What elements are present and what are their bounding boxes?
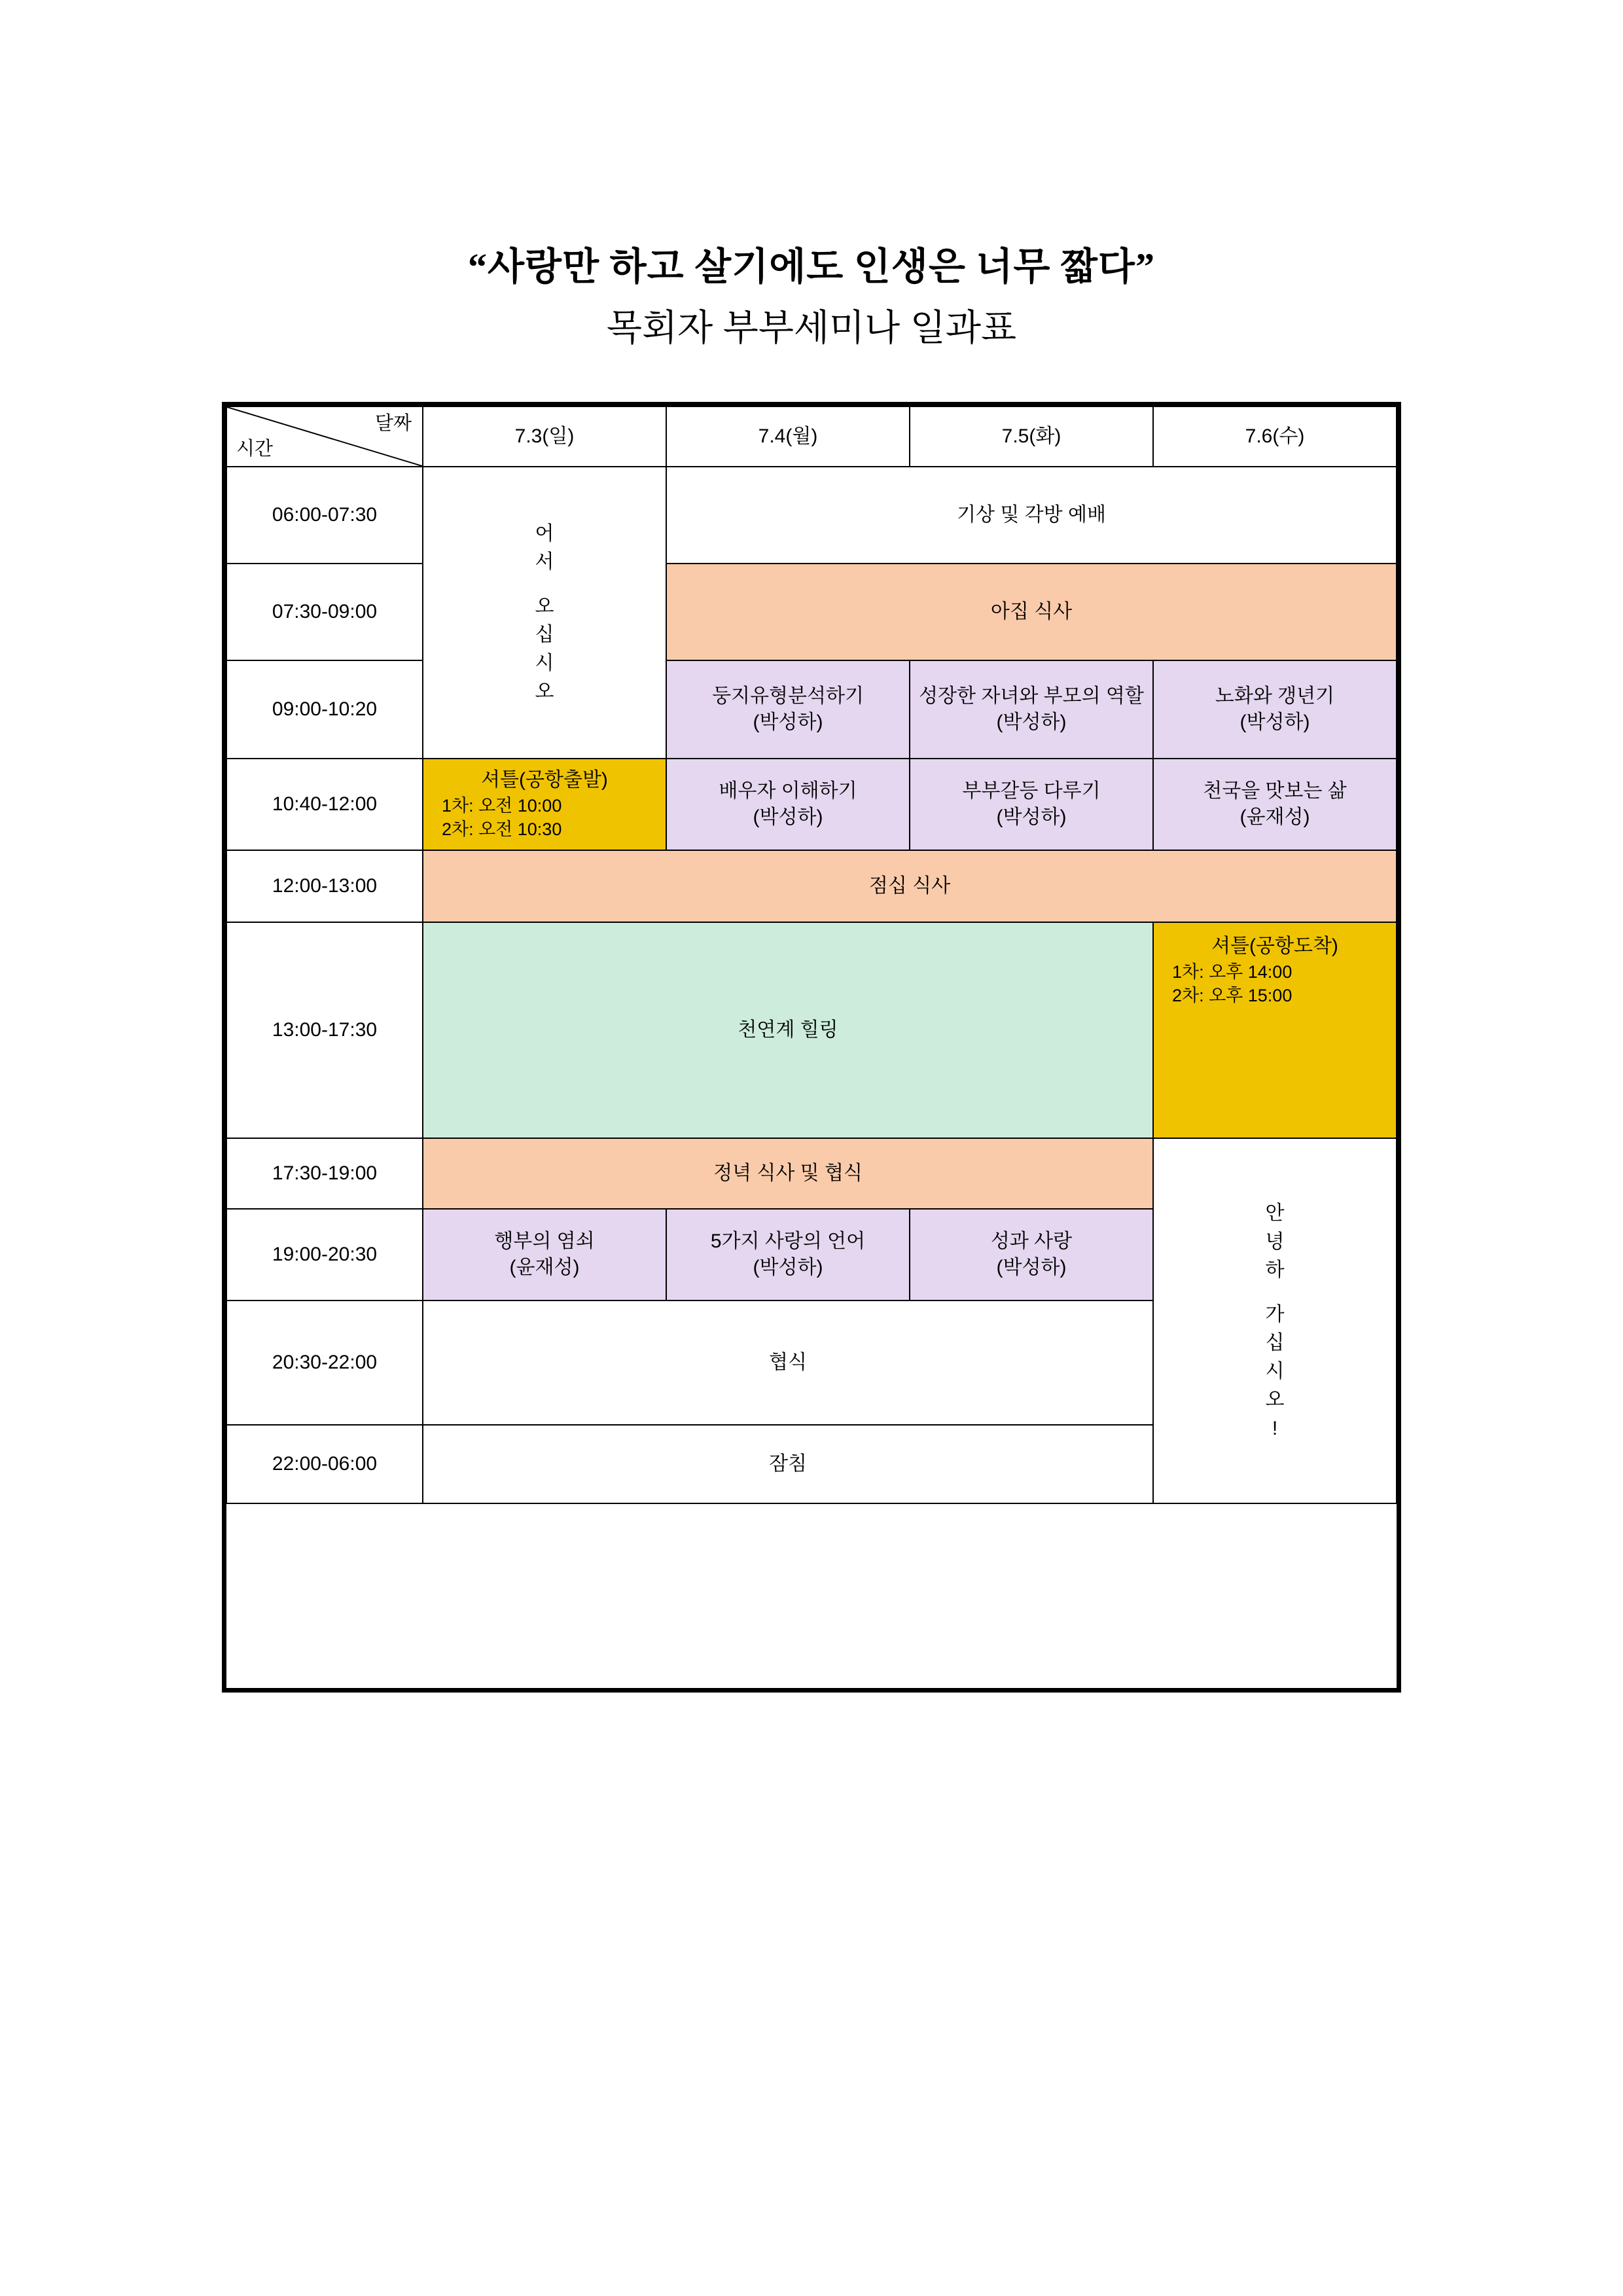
farewell-char-4: 십 — [1265, 1332, 1285, 1354]
corner-header-cell — [226, 406, 423, 467]
cell-session-sun-eve — [423, 1209, 666, 1300]
cell-morning-worship: 기상 및 각방 예배 — [666, 467, 1397, 564]
farewell-vertical-text — [1158, 1199, 1392, 1443]
row-1040-1200 — [226, 759, 1397, 850]
welcome-char-1: 서 — [535, 551, 554, 573]
shuttle-departure-title: 셔틀(공항출발) — [481, 769, 608, 791]
session-title-wed-late: 천국을 맛보는 삶 — [1203, 780, 1347, 802]
table-header-row — [226, 406, 1397, 467]
farewell-char-5: 시 — [1265, 1360, 1285, 1382]
cell-session-tue-late — [910, 759, 1153, 850]
cell-session-tue-am — [910, 660, 1153, 759]
session-speaker-tue-eve: (박성하) — [996, 1257, 1067, 1278]
welcome-gap — [427, 577, 662, 592]
corner-label-time: 시간 — [236, 438, 274, 459]
schedule-table — [226, 406, 1397, 1504]
day-header-wednesday: 7.6(수) — [1153, 406, 1397, 467]
session-title-mon-late: 배우자 이해하기 — [719, 780, 857, 802]
welcome-char-3: 십 — [535, 624, 554, 645]
session-speaker-wed-late: (윤재성) — [1240, 806, 1310, 828]
page-subtitle: 목회자 부부세미나 일과표 — [606, 307, 1017, 349]
farewell-char-3: 가 — [1265, 1303, 1285, 1325]
cell-farewell — [1153, 1138, 1397, 1503]
row-0900-1020 — [226, 660, 1397, 759]
time-label-0900-1020: 09:00-10:20 — [226, 660, 423, 759]
cell-sleep: 잠침 — [423, 1425, 1153, 1503]
cell-session-wed-late — [1153, 759, 1397, 850]
row-1730-1900 — [226, 1138, 1397, 1209]
session-speaker-tue-am: (박성하) — [996, 711, 1067, 733]
page-title-quote: “사랑만 하고 살기에도 인생은 너무 짧다” — [468, 245, 1155, 288]
shuttle-arrival-title: 셔틀(공항도착) — [1211, 935, 1338, 957]
time-label-1040-1200: 10:40-12:00 — [226, 759, 423, 850]
session-title-tue-late: 부부갈등 다루기 — [962, 780, 1101, 802]
farewell-char-2: 하 — [1265, 1259, 1285, 1281]
time-label-2200-0600: 22:00-06:00 — [226, 1425, 423, 1503]
session-title-sun-eve: 행부의 염쇠 — [494, 1230, 595, 1252]
session-speaker-wed-am: (박성하) — [1240, 711, 1310, 733]
cell-session-mon-late — [666, 759, 910, 850]
time-label-0600-0730: 06:00-07:30 — [226, 467, 423, 564]
time-label-1300-1730: 13:00-17:30 — [226, 922, 423, 1138]
welcome-char-0: 어 — [535, 522, 554, 545]
day-header-tuesday: 7.5(화) — [910, 406, 1153, 467]
cell-shuttle-departure — [423, 759, 666, 850]
cell-breakfast: 아집 식사 — [666, 564, 1397, 660]
row-1200-1300 — [226, 850, 1397, 922]
time-label-1200-1300: 12:00-13:00 — [226, 850, 423, 922]
session-speaker-mon-am: (박성하) — [753, 711, 823, 733]
shuttle-departure-line-1: 1차: 오전 10:00 — [442, 795, 562, 816]
cell-sunday-welcome — [423, 467, 666, 759]
row-1300-1730 — [226, 922, 1397, 1138]
farewell-char-1: 녕 — [1265, 1230, 1285, 1253]
row-0730-0900 — [226, 564, 1397, 660]
row-0600-0730 — [226, 467, 1397, 564]
corner-label-day: 달짜 — [374, 413, 412, 434]
cell-session-tue-eve — [910, 1209, 1153, 1300]
time-label-1900-2030: 19:00-20:30 — [226, 1209, 423, 1300]
cell-shuttle-arrival — [1153, 922, 1397, 1138]
session-title-tue-am: 성장한 자녀와 부모의 역할 — [919, 685, 1144, 707]
cell-nature-healing: 천연계 힐링 — [423, 922, 1153, 1138]
time-label-0730-0900: 07:30-09:00 — [226, 564, 423, 660]
day-header-sunday: 7.3(일) — [423, 406, 666, 467]
shuttle-arrival-line-2: 2차: 오후 15:00 — [1172, 985, 1293, 1005]
welcome-vertical-text — [427, 520, 662, 706]
session-speaker-tue-late: (박성하) — [996, 806, 1067, 828]
cell-dinner: 정녁 식사 및 협식 — [423, 1138, 1153, 1209]
cell-session-mon-am — [666, 660, 910, 759]
shuttle-departure-line-2: 2차: 오전 10:30 — [442, 819, 562, 840]
session-speaker-mon-late: (박성하) — [753, 806, 823, 828]
session-title-wed-am: 노화와 갱년기 — [1215, 685, 1335, 707]
session-speaker-mon-eve: (박성하) — [753, 1257, 823, 1278]
welcome-char-2: 오 — [535, 595, 554, 617]
farewell-gap — [1158, 1285, 1392, 1300]
shuttle-arrival-line-1: 1차: 오후 14:00 — [1172, 961, 1293, 982]
welcome-char-5: 오 — [535, 681, 554, 702]
time-label-2030-2200: 20:30-22:00 — [226, 1300, 423, 1425]
farewell-char-0: 안 — [1265, 1202, 1285, 1224]
day-header-monday: 7.4(월) — [666, 406, 910, 467]
cell-session-mon-eve — [666, 1209, 910, 1300]
cell-session-wed-am — [1153, 660, 1397, 759]
welcome-char-4: 시 — [535, 652, 554, 674]
farewell-char-6: 오 — [1265, 1389, 1285, 1410]
farewell-char-7: ! — [1272, 1417, 1278, 1439]
title-block — [0, 242, 1623, 355]
time-label-1730-1900: 17:30-19:00 — [226, 1138, 423, 1209]
cell-lunch: 점십 식사 — [423, 850, 1397, 922]
session-title-tue-eve: 성과 사랑 — [990, 1230, 1073, 1252]
session-title-mon-am: 둥지유형분석하기 — [712, 685, 864, 707]
session-title-mon-eve: 5가지 사랑의 언어 — [710, 1230, 866, 1252]
cell-rest: 협식 — [423, 1300, 1153, 1425]
session-speaker-sun-eve: (윤재성) — [509, 1257, 580, 1278]
